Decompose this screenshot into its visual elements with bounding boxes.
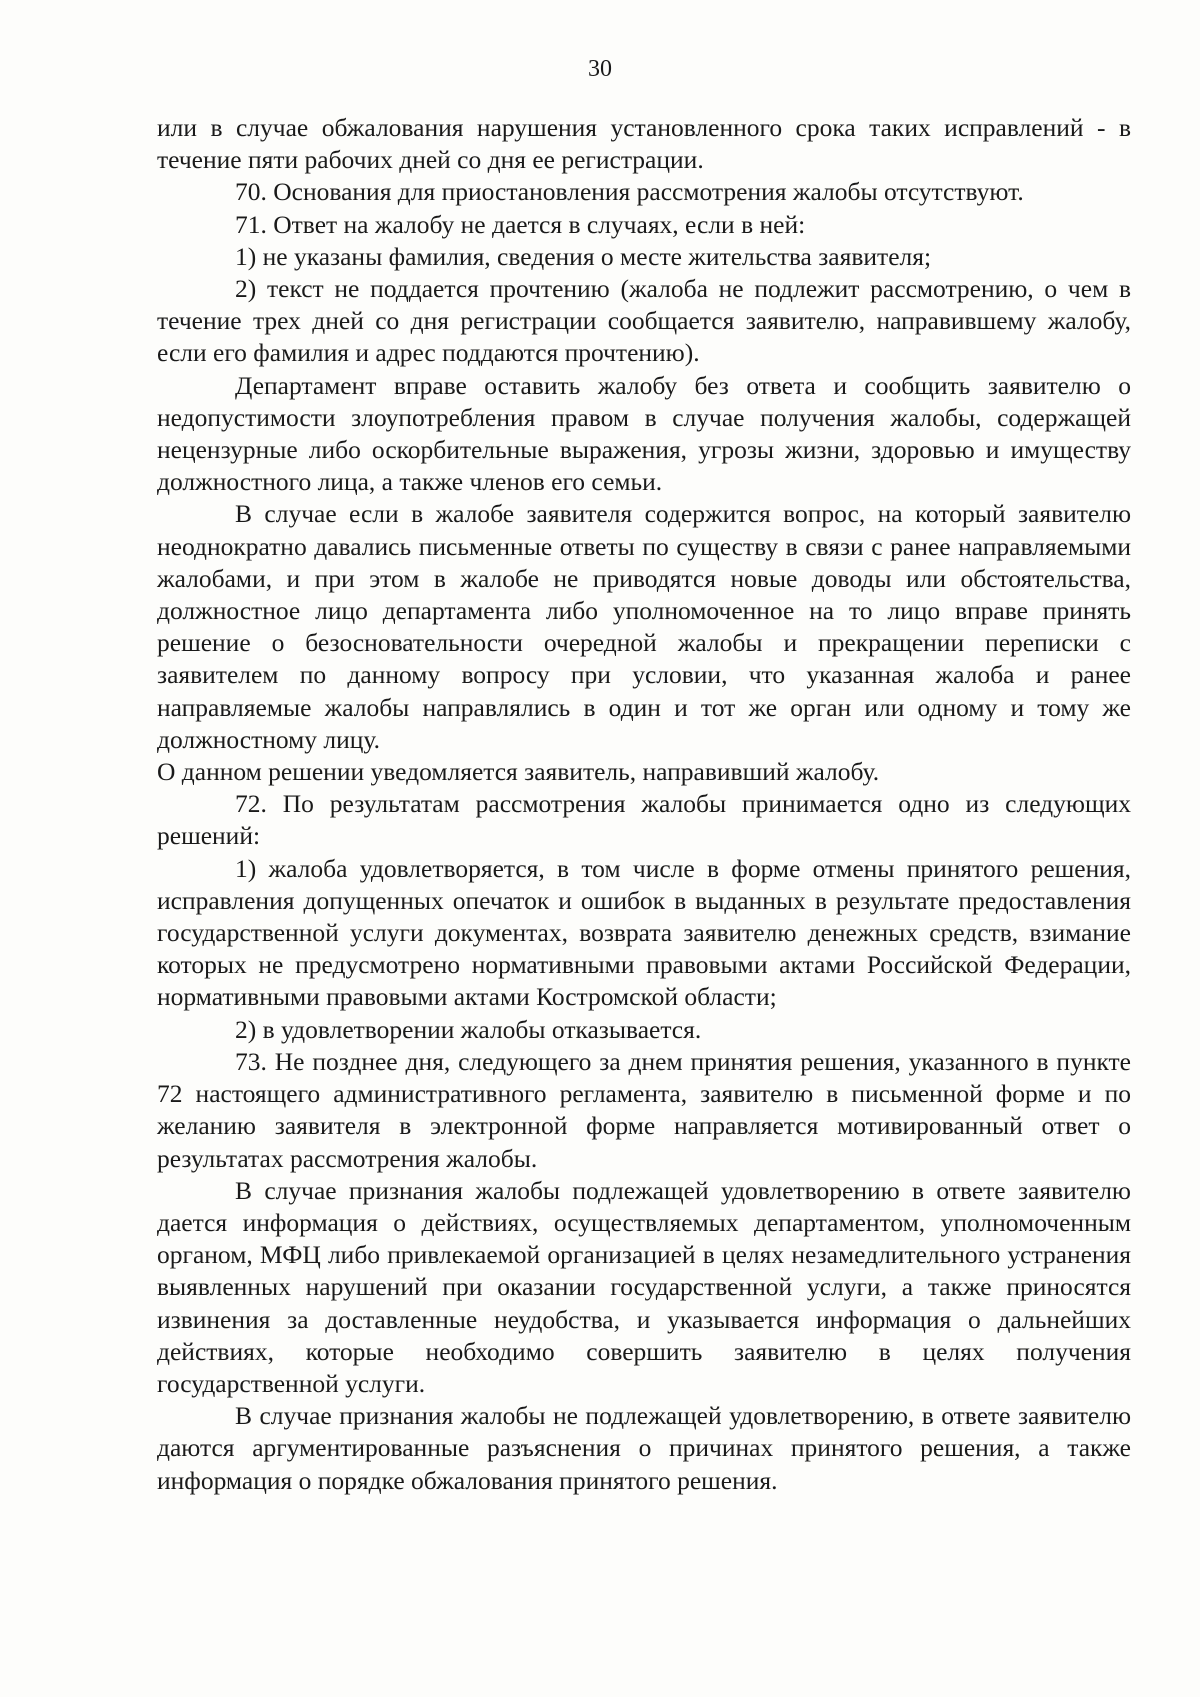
paragraph-repeated-question: В случае если в жалобе заявителя содержится вопрос, на который заявителю неоднократно давались письменные ответы по существу в связи с ранее направляемыми жалобами, и при этом в жалобе не приводятся новые доводы или обстоятельства, должностное лицо департамента либо уполномоченное на то лицо вправе принять решение о безосновательности очередной жалобы и прекращении переписки с заявителем по данному вопросу при условии, что указанная жалоба и ранее направляемые жалобы направлялись в один и тот же орган или одному и тому же должностному лицу. — [157, 499, 1131, 754]
paragraph-71-item-2: 2) текст не поддается прочтению (жалоба не подлежит рассмотрению, о чем в течение трех дней со дня регистрации сообщается заявителю, направившему жалобу, если его фамилия и адрес поддаются прочтению). — [157, 274, 1131, 368]
paragraph-72: 72. По результатам рассмотрения жалобы принимается одно из следующих решений: — [157, 789, 1131, 851]
paragraph-unsatisfied-case: В случае признания жалобы не подлежащей удовлетворению, в ответе заявителю даются аргументированные разъяснения о причинах принятого решения, а также информация о порядке обжалования принятого решения. — [157, 1401, 1131, 1495]
document-body — [157, 112, 1131, 1497]
paragraph-72-item-1: 1) жалоба удовлетворяется, в том числе в форме отмены принятого решения, исправления допущенных опечаток и ошибок в выданных в результате предоставления государственной услуги документах, возврата заявителю денежных средств, взимание которых не предусмотрено нормативными правовыми актами Российской Федерации, нормативными правовыми актами Костромской области; — [157, 853, 1131, 1012]
paragraph-continuation: или в случае обжалования нарушения установленного срока таких исправлений - в течение пяти рабочих дней со дня ее регистрации. — [157, 113, 1131, 175]
paragraph-decision-notice: О данном решении уведомляется заявитель, направивший жалобу. — [157, 757, 880, 787]
page-number: 30 — [588, 56, 612, 82]
paragraph-satisfied-case: В случае признания жалобы подлежащей удовлетворению в ответе заявителю дается информация о действиях, осуществляемых департаментом, уполномоченным органом, МФЦ либо привлекаемой организацией в целях незамедлительного устранения выявленных нарушений при оказании государственной услуги, а также приносятся извинения за доставленные неудобства, и указывается информация о дальнейших действиях, которые необходимо совершить заявителю в целях получения государственной услуги. — [157, 1175, 1131, 1398]
paragraph-department-right: Департамент вправе оставить жалобу без ответа и сообщить заявителю о недопустимости злоупотребления правом в случае получения жалобы, содержащей нецензурные либо оскорбительные выражения, угрозы жизни, здоровью и имуществу должностного лица, а также членов его семьи. — [157, 370, 1131, 497]
paragraph-71: 71. Ответ на жалобу не дается в случаях, если в ней: — [235, 209, 806, 239]
paragraph-73: 73. Не позднее дня, следующего за днем принятия решения, указанного в пункте 72 настоящего административного регламента, заявителю в письменной форме и по желанию заявителя в электронной форме направляется мотивированный ответ о результатах рассмотрения жалобы. — [157, 1046, 1131, 1173]
paragraph-70: 70. Основания для приостановления рассмотрения жалобы отсутствуют. — [235, 177, 1024, 207]
paragraph-71-item-1: 1) не указаны фамилия, сведения о месте жительства заявителя; — [235, 241, 932, 271]
paragraph-72-item-2: 2) в удовлетворении жалобы отказывается. — [235, 1014, 702, 1044]
